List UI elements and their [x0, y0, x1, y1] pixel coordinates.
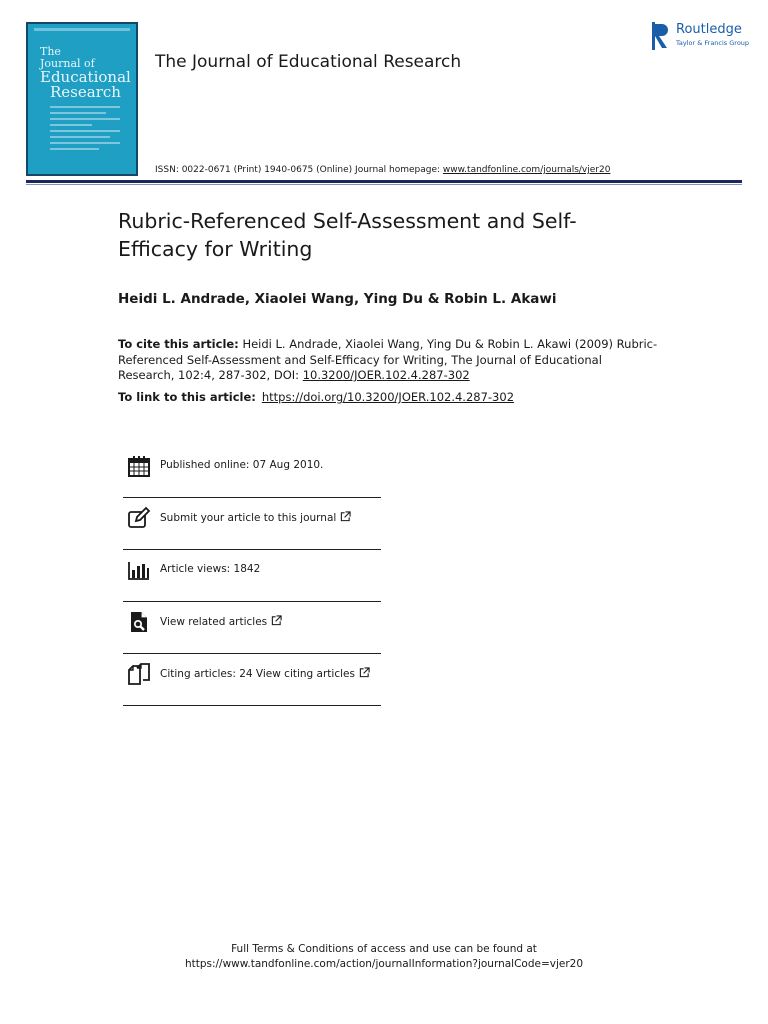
publisher-tagline: Taylor & Francis Group: [676, 39, 750, 47]
cover-title-line2: Journal of: [40, 57, 95, 70]
journal-homepage-link[interactable]: www.tandfonline.com/journals/vjer20: [442, 165, 611, 175]
submit-pencil-icon: [127, 506, 151, 530]
citing-documents-icon: [127, 662, 151, 686]
meta-published: [123, 446, 381, 498]
external-link-icon: [359, 667, 370, 678]
meta-related-articles[interactable]: [123, 602, 381, 654]
issn-text: ISSN: 0022-0671 (Print) 1940-0675 (Online) Journal homepage:: [155, 165, 443, 175]
meta-citing-articles[interactable]: [123, 654, 381, 706]
issn-line: [155, 165, 610, 175]
footer-terms: [0, 942, 768, 972]
cover-title-line4: Research: [50, 83, 121, 101]
cite-text: Heidi L. Andrade, Xiaolei Wang, Ying Du & Robin L. Akawi (2009) Rubric-Referenced Self-Assessment and Self-Efficacy for Writing, The Journal of Educational Research, 102:4, 287-302, DOI:: [118, 337, 658, 382]
external-link-icon: [271, 615, 282, 626]
cover-title: [40, 46, 131, 100]
header-rule-thin: [26, 184, 742, 185]
publisher-name: Routledge: [676, 22, 742, 37]
article-authors: Heidi L. Andrade, Xiaolei Wang, Ying Du & Robin L. Akawi: [118, 291, 557, 307]
article-link-line: [118, 390, 514, 404]
cover-text-lines: [50, 106, 120, 154]
routledge-r-logo-icon: [652, 22, 670, 50]
publisher-logo[interactable]: [652, 20, 748, 52]
article-meta-list: [123, 446, 381, 706]
cover-top-bar: [34, 28, 130, 31]
meta-published-text: Published online: 07 Aug 2010.: [160, 459, 324, 471]
meta-citing-text: [160, 667, 370, 680]
meta-related-text: [160, 615, 282, 628]
link-label: To link to this article:: [118, 390, 256, 404]
calendar-icon: [127, 454, 151, 478]
article-title: Rubric-Referenced Self-Assessment and Self-Efficacy for Writing: [118, 209, 577, 261]
meta-related-label: View related articles: [160, 616, 268, 628]
journal-cover-image: [26, 22, 138, 176]
footer-terms-link[interactable]: https://www.tandfonline.com/action/journalInformation?journalCode=vjer20: [184, 958, 584, 970]
cover-title-line3: Educational: [40, 68, 131, 86]
meta-views-text: Article views: 1842: [160, 563, 261, 575]
cite-label: To cite this article:: [118, 337, 239, 351]
cover-title-line1: The: [40, 45, 61, 58]
external-link-icon: [340, 511, 351, 522]
citation-block: [118, 337, 658, 384]
journal-name: The Journal of Educational Research: [155, 52, 462, 72]
article-doi-link[interactable]: https://doi.org/10.3200/JOER.102.4.287-302: [261, 390, 515, 404]
related-search-icon: [127, 610, 151, 634]
meta-submit-label: Submit your article to this journal: [160, 512, 337, 524]
meta-article-views: [123, 550, 381, 602]
footer-line1: Full Terms & Conditions of access and use can be found at: [231, 943, 537, 955]
meta-citing-label: Citing articles: 24 View citing articles: [160, 668, 355, 680]
header-rule: [26, 180, 742, 183]
cite-doi-link[interactable]: 10.3200/JOER.102.4.287-302: [302, 368, 470, 382]
bar-chart-icon: [127, 558, 151, 582]
meta-submit-text: [160, 511, 351, 524]
meta-submit-article[interactable]: [123, 498, 381, 550]
